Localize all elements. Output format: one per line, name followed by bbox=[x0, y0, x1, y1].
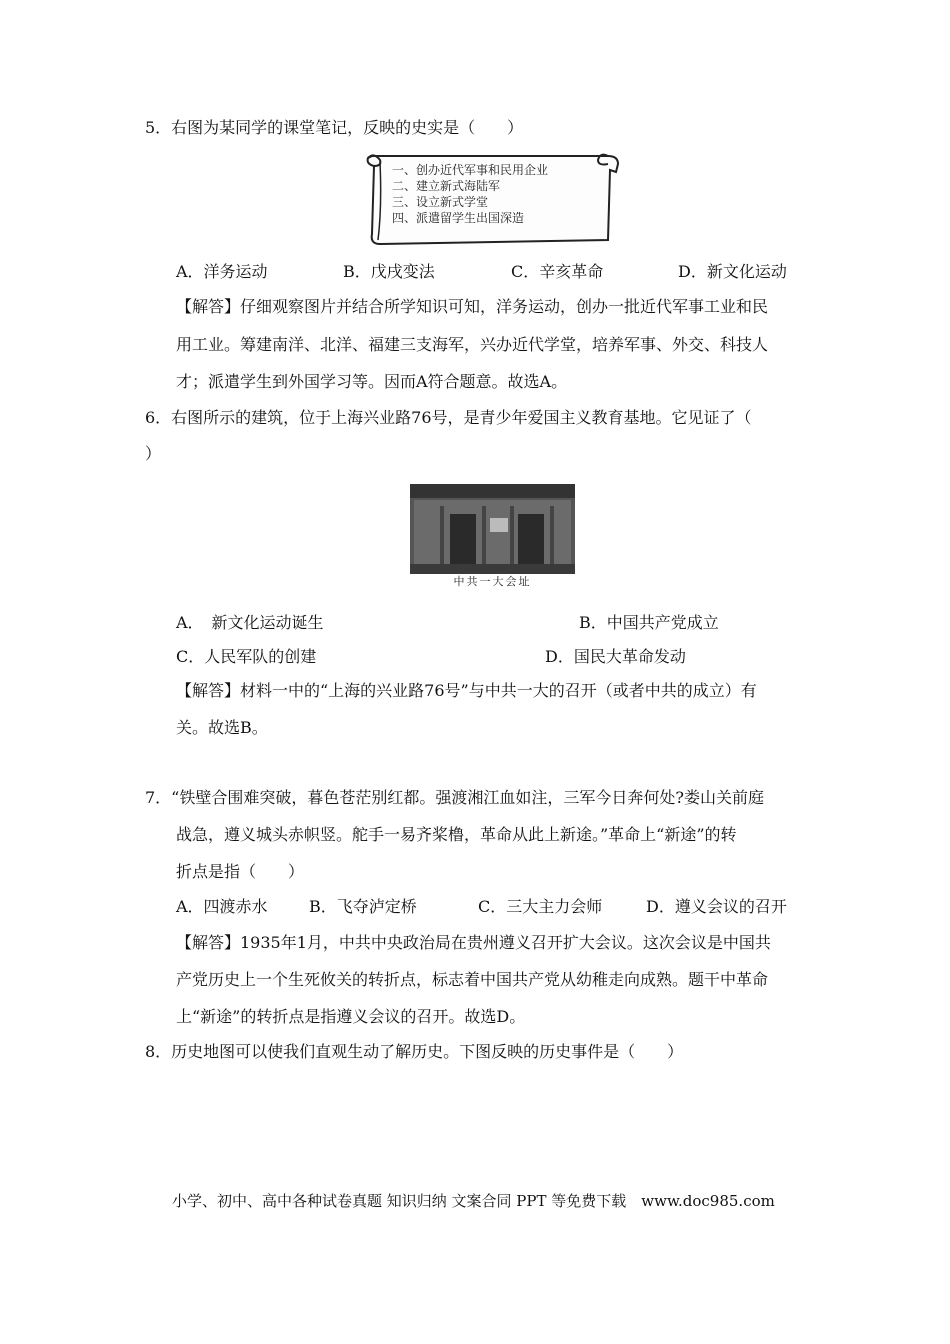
building-photo-icon bbox=[410, 484, 575, 574]
q7-answer-line: 产党历史上一个生死攸关的转折点，标志着中国共产党从幼稚走向成熟。题干中革命 bbox=[176, 970, 769, 989]
q6-stem-cont: ） bbox=[145, 444, 162, 463]
q7-option-d: D．遵义会议的召开 bbox=[646, 897, 787, 916]
q7-answer-line: 上“新途”的转折点是指遵义会议的召开。故选D。 bbox=[176, 1007, 526, 1026]
photo-caption: 中共一大会址 bbox=[453, 575, 532, 588]
q6-option-d: D．国民大革命发动 bbox=[545, 647, 686, 666]
q7-option-c: C．三大主力会师 bbox=[478, 897, 603, 916]
q5-option-b: B．戊戌变法 bbox=[343, 262, 435, 281]
page-footer: 小学、初中、高中各种试卷真题 知识归纳 文案合同 PPT 等免费下载 www.doc985.com bbox=[172, 1192, 775, 1210]
q6-answer-line: 关。故选B。 bbox=[176, 718, 268, 737]
q7-stem-line: 战急，遵义城头赤帜竖。舵手一易齐桨橹，革命从此上新途。”革命上“新途”的转 bbox=[176, 825, 737, 844]
q7-stem-line: 折点是指（ ） bbox=[176, 862, 305, 881]
class-note-scroll-figure bbox=[360, 148, 622, 248]
q6-option-a: A． 新文化运动诞生 bbox=[176, 613, 324, 632]
q7-answer-line: 【解答】1935年1月，中共中央政治局在贵州遵义召开扩大会议。这次会议是中国共 bbox=[176, 933, 771, 952]
q5-answer-line: 才；派遣学生到外国学习等。因而A符合题意。故选A。 bbox=[176, 372, 568, 391]
q5-stem: 5．右图为某同学的课堂笔记，反映的史实是（ ） bbox=[145, 118, 524, 137]
note-line: 四、派遣留学生出国深造 bbox=[392, 211, 525, 225]
q5-option-c: C．辛亥革命 bbox=[511, 262, 604, 281]
note-line: 一、创办近代军事和民用企业 bbox=[392, 163, 549, 177]
q6-option-c: C．人民军队的创建 bbox=[176, 647, 317, 666]
q5-answer-line: 【解答】仔细观察图片并结合所学知识可知，洋务运动，创办一批近代军事工业和民 bbox=[176, 297, 769, 316]
q7-option-b: B．飞夺泸定桥 bbox=[309, 897, 417, 916]
q5-option-a: A．洋务运动 bbox=[176, 262, 268, 281]
q6-option-b: B．中国共产党成立 bbox=[579, 613, 719, 632]
note-line: 三、设立新式学堂 bbox=[392, 195, 489, 209]
q5-option-d: D．新文化运动 bbox=[678, 262, 787, 281]
cpc-first-congress-site-photo bbox=[410, 484, 575, 592]
q7-option-a: A．四渡赤水 bbox=[176, 897, 268, 916]
q5-answer-line: 用工业。筹建南洋、北洋、福建三支海军，兴办近代学堂，培养军事、外交、科技人 bbox=[176, 335, 769, 354]
q8-stem: 8．历史地图可以使我们直观生动了解历史。下图反映的历史事件是（ ） bbox=[145, 1042, 684, 1061]
q6-stem: 6．右图所示的建筑，位于上海兴业路76号，是青少年爱国主义教育基地。它见证了（ bbox=[145, 408, 752, 427]
q6-answer-line: 【解答】材料一中的“上海的兴业路76号”与中共一大的召开（或者中共的成立）有 bbox=[176, 681, 757, 700]
note-line: 二、建立新式海陆军 bbox=[392, 179, 501, 193]
q7-stem-line: 7．“铁壁合围难突破，暮色苍茫别红都。强渡湘江血如注，三军今日奔何处?娄山关前庭 bbox=[145, 788, 764, 807]
